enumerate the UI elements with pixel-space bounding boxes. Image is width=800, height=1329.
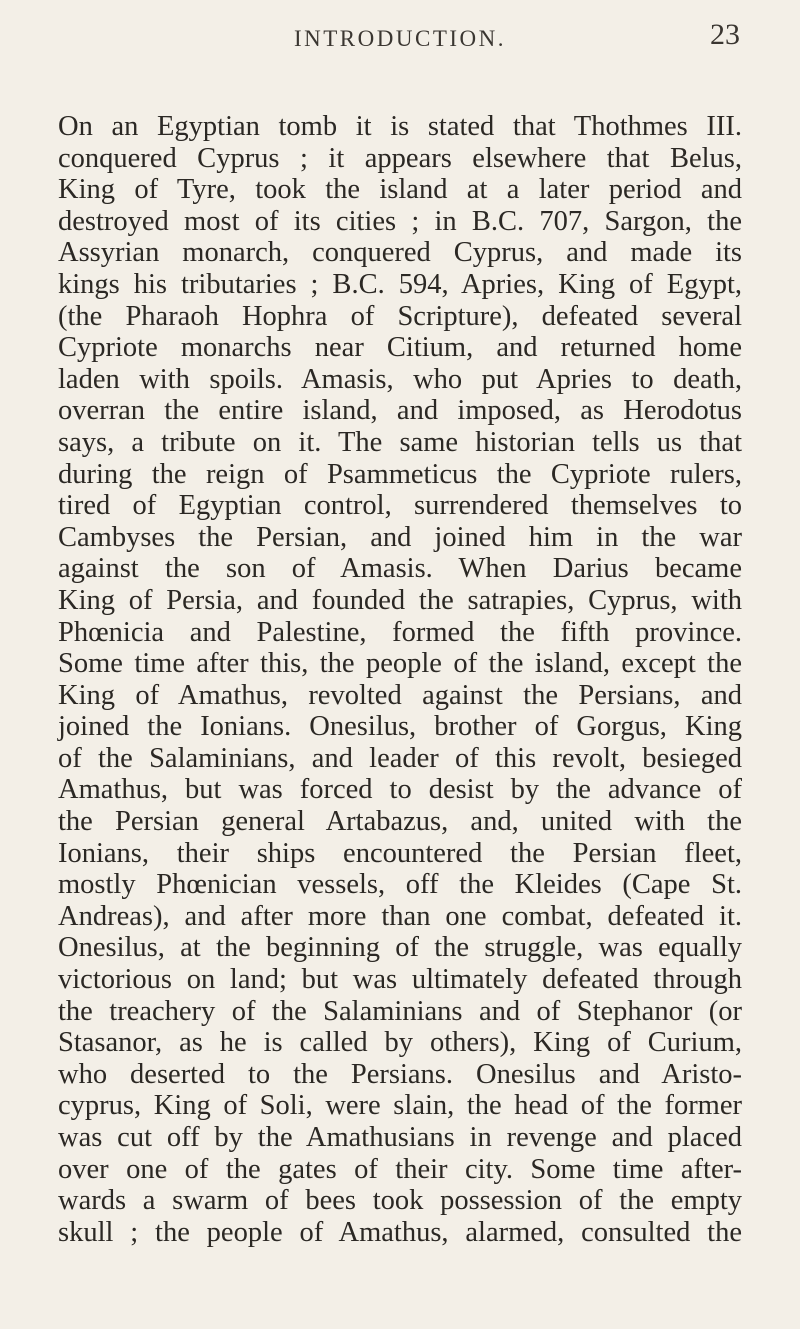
- text-line: the Persian general Artabazus, and, united with the: [58, 806, 742, 838]
- text-line: destroyed most of its cities ; in B.C. 707, Sargon, the: [58, 205, 742, 237]
- text-line: mostly Phœnician vessels, off the Kleides (Cape St.: [58, 869, 742, 901]
- text-line: against the son of Amasis. When Darius became: [58, 553, 742, 585]
- text-line: joined the Ionians. Onesilus, brother of Gorgus, King: [58, 711, 742, 743]
- text-line: Stasanor, as he is called by others), King of Curium,: [58, 1027, 742, 1059]
- text-line: of the Salaminians, and leader of this revolt, besieged: [58, 742, 742, 774]
- text-line: Cypriote monarchs near Citium, and returned home: [58, 332, 742, 364]
- text-line: King of Persia, and founded the satrapies, Cyprus, with: [58, 584, 742, 616]
- text-line: overran the entire island, and imposed, as Herodotus: [58, 395, 742, 427]
- text-line: Amathus, but was forced to desist by the advance of: [58, 774, 742, 806]
- text-line: King of Amathus, revolted against the Persians, and: [58, 679, 742, 711]
- text-line: Andreas), and after more than one combat, defeated it.: [58, 900, 742, 932]
- page-number: 23: [710, 18, 740, 51]
- text-line: conquered Cyprus ; it appears elsewhere that Belus,: [58, 142, 742, 174]
- body-text: [58, 111, 742, 1248]
- text-line: Ionians, their ships encountered the Persian fleet,: [58, 837, 742, 869]
- text-line: (the Pharaoh Hophra of Scripture), defeated several: [58, 300, 742, 332]
- text-line: says, a tribute on it. The same historian tells us that: [58, 426, 742, 458]
- text-line: the treachery of the Salaminians and of Stephanor (or: [58, 995, 742, 1027]
- text-line: Assyrian monarch, conquered Cyprus, and made its: [58, 237, 742, 269]
- text-line: tired of Egyptian control, surrendered themselves to: [58, 490, 742, 522]
- text-line: wards a swarm of bees took possession of the empty: [58, 1185, 742, 1217]
- text-line: Onesilus, at the beginning of the struggle, was equally: [58, 932, 742, 964]
- text-line: On an Egyptian tomb it is stated that Thothmes III.: [58, 111, 742, 142]
- text-line: skull ; the people of Amathus, alarmed, consulted the: [58, 1216, 742, 1248]
- text-line: was cut off by the Amathusians in revenge and placed: [58, 1122, 742, 1153]
- text-line: cyprus, King of Soli, were slain, the head of the former: [58, 1090, 742, 1122]
- text-line: Some time after this, the people of the island, except the: [58, 648, 742, 680]
- text-line: kings his tributaries ; B.C. 594, Apries, King of Egypt,: [58, 268, 742, 300]
- running-head: [60, 18, 740, 58]
- text-line: Cambyses the Persian, and joined him in the war: [58, 521, 742, 553]
- text-line: during the reign of Psammeticus the Cypriote rulers,: [58, 458, 742, 490]
- text-line: King of Tyre, took the island at a later period and: [58, 174, 742, 206]
- text-line: Phœnicia and Palestine, formed the fifth province.: [58, 616, 742, 648]
- text-line: laden with spoils. Amasis, who put Apries to death,: [58, 363, 742, 395]
- text-line: who deserted to the Persians. Onesilus and Aristo-: [58, 1058, 742, 1090]
- text-line: victorious on land; but was ultimately defeated through: [58, 964, 742, 996]
- text-line: over one of the gates of their city. Some time after-: [58, 1153, 742, 1185]
- running-title: INTRODUCTION.: [293, 26, 506, 51]
